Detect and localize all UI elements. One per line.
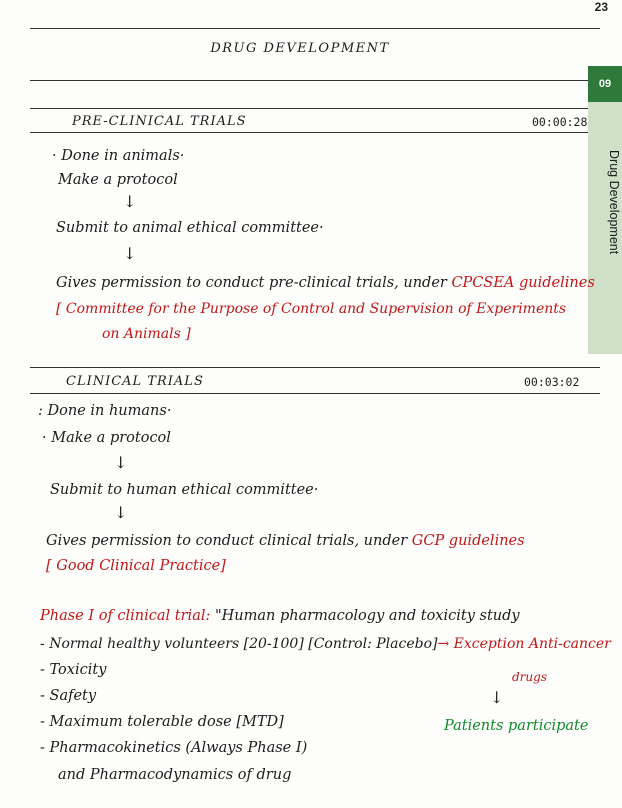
phase1-item-safety: - Safety <box>40 688 97 704</box>
top-rule <box>30 28 600 29</box>
down-arrow-icon: ↓ <box>490 688 504 707</box>
cpcsea-full-form-2: on Animals ] <box>102 326 191 342</box>
clinical-timestamp: 00:03:02 <box>524 375 580 389</box>
down-arrow-icon: ↓ <box>123 244 137 263</box>
preclinical-timestamp: 00:00:28 <box>532 115 588 129</box>
title-rule <box>30 80 588 81</box>
clinical-protocol: · Make a protocol <box>42 430 171 446</box>
clinical-gives: Gives permission to conduct clinical trials, under GCP guidelines <box>46 533 525 549</box>
gcp-guideline: GCP guidelines <box>411 533 525 549</box>
gcp-full-form: [ Good Clinical Practice] <box>46 558 226 574</box>
down-arrow-icon: ↓ <box>123 192 137 211</box>
phase1-item-mtd: - Maximum tolerable dose [MTD] <box>40 714 284 730</box>
phase1-item-volunteers: - Normal healthy volunteers [20-100] [Control: Placebo]→ Exception Anti-cancer <box>40 636 611 652</box>
clinical-heading: CLINICAL TRIALS <box>66 374 204 389</box>
cpcsea-full-form-1: [ Committee for the Purpose of Control and Supervision of Experiments <box>56 301 567 317</box>
cpcsea-guideline: CPCSEA guidelines <box>451 275 595 291</box>
clinical-rule <box>30 367 600 368</box>
down-arrow-icon: ↓ <box>114 453 128 472</box>
preclinical-under-rule <box>30 132 588 133</box>
preclinical-submit: Submit to animal ethical committee· <box>56 220 324 236</box>
chapter-number-badge: 09 <box>588 66 622 102</box>
clinical-submit: Submit to human ethical committee· <box>50 482 319 498</box>
phase1-and-line: and Pharmacodynamics of drug <box>58 767 292 783</box>
preclinical-rule <box>30 108 588 109</box>
phase1-heading: Phase I of clinical trial: "Human pharmacology and toxicity study <box>40 608 520 624</box>
preclinical-heading: PRE-CLINICAL TRIALS <box>72 114 247 129</box>
down-arrow-icon: ↓ <box>114 503 128 522</box>
chapter-side-title: Drug Development <box>607 150 621 255</box>
preclinical-done: · Done in animals· <box>52 148 185 164</box>
exception-note-drugs: drugs <box>512 670 547 684</box>
preclinical-gives: Gives permission to conduct pre-clinical trials, under CPCSEA guidelines <box>56 275 595 291</box>
phase1-item-toxicity: - Toxicity <box>40 662 107 678</box>
phase1-label: Phase I of clinical trial: <box>40 608 211 624</box>
patients-participate-note: Patients participate <box>444 718 589 734</box>
phase1-item-pharmacokinetics: - Pharmacokinetics (Always Phase I) <box>40 740 308 756</box>
clinical-under-rule <box>30 393 600 394</box>
clinical-done: : Done in humans· <box>38 403 172 419</box>
exception-note: → Exception Anti-cancer <box>437 636 611 652</box>
preclinical-protocol: Make a protocol <box>58 172 178 188</box>
page-number: 23 <box>594 0 608 14</box>
page-title: DRUG DEVELOPMENT <box>210 41 390 56</box>
